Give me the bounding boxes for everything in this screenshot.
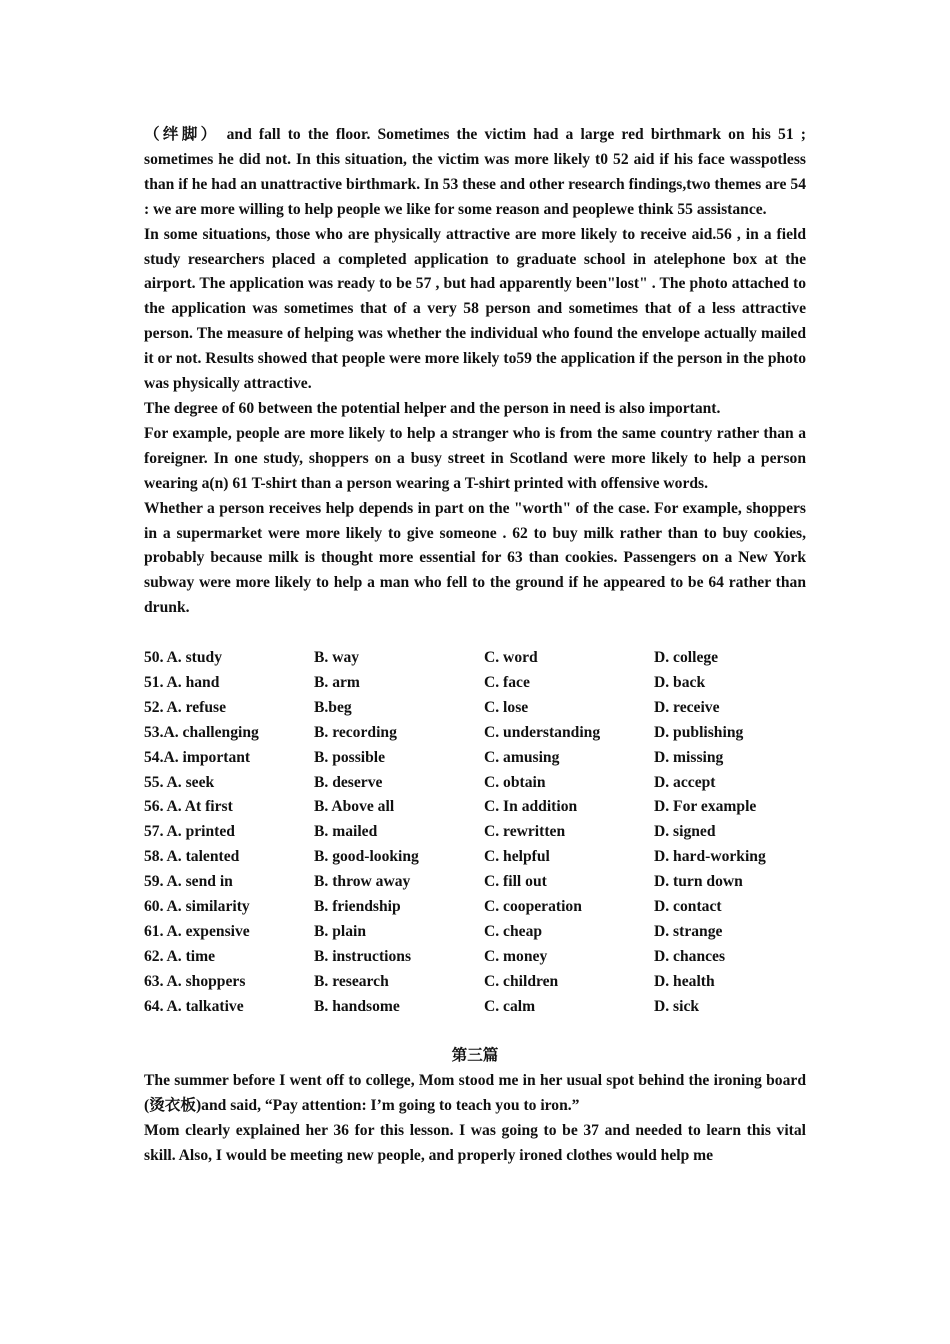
option-choice: B. instructions (314, 947, 412, 965)
option-choice: D. receive (654, 698, 720, 716)
option-choice: C. face (484, 674, 530, 692)
passage-paragraph-3: The degree of 60 between the potential helper and the person in need is also important. (144, 399, 721, 417)
option-choice: B. way (314, 649, 360, 667)
option-choice: D. missing (654, 748, 724, 766)
option-row (144, 746, 806, 771)
option-choice: 55. A. seek (144, 773, 215, 791)
option-row (144, 895, 806, 920)
passage-paragraph-1: （绊脚） and fall to the floor. Sometimes the victim had a large red birthmark on his 51 ; sometimes he did not. In this situation, the victim was more likely t0 52 aid if his face wasspotless than if he had an unattractive birthmark. In 53 these and other research findings,two themes are 54 : we are more willing to help people we like for some reason and peoplewe think 55 assistance. (144, 126, 806, 218)
option-choice: B. plain (314, 922, 367, 940)
option-row (144, 845, 806, 870)
option-choice: C. helpful (484, 848, 550, 866)
option-choice: C. understanding (484, 723, 601, 741)
section3-paragraph-1: The summer before I went off to college, Mom stood me in her usual spot behind the ironing board (烫衣板)and said, “Pay attention: I’m going to teach you to iron.” (144, 1072, 806, 1115)
option-row (144, 671, 806, 696)
option-choice: D. accept (654, 773, 716, 791)
option-choice: C. money (484, 947, 548, 965)
option-choice: 57. A. printed (144, 823, 235, 841)
option-choice: D. For example (654, 798, 757, 816)
document-page (144, 123, 806, 1169)
option-choice: B. Above all (314, 798, 395, 816)
option-choice: C. amusing (484, 748, 560, 766)
option-choice: 59. A. send in (144, 873, 233, 891)
option-choice: C. In addition (484, 798, 578, 816)
option-choice: D. signed (654, 823, 716, 841)
option-choice: 51. A. hand (144, 674, 220, 692)
option-row (144, 820, 806, 845)
option-choice: B. possible (314, 748, 386, 766)
option-choice: D. chances (654, 947, 726, 965)
option-choice: B. mailed (314, 823, 378, 841)
option-choice: B. handsome (314, 997, 400, 1015)
option-choice: 61. A. expensive (144, 922, 250, 940)
option-choice: 56. A. At first (144, 798, 233, 816)
passage-paragraph-2: In some situations, those who are physically attractive are more likely to receive aid.56 , in a field study researchers placed a completed application to graduate school in atelephone box at the airport. The application was ready to be 57 , but had apparently been"lost" . The photo attached to the application was sometimes that of a very 58 person and sometimes that of a less attractive person. The measure of helping was whether the individual who found the envelope actually mailed it or not. Results showed that people were more likely to59 the application if the person in the photo was physically attractive. (144, 225, 806, 393)
option-row (144, 995, 806, 1020)
option-row (144, 795, 806, 820)
option-choice: D. college (654, 649, 719, 667)
answer-options-list (144, 646, 806, 1019)
option-choice: 52. A. refuse (144, 698, 227, 716)
option-row (144, 920, 806, 945)
option-choice: C. lose (484, 698, 529, 716)
option-choice: 64. A. talkative (144, 997, 244, 1015)
option-choice: 58. A. talented (144, 848, 240, 866)
option-row (144, 771, 806, 796)
option-row (144, 646, 806, 671)
option-choice: D. turn down (654, 873, 743, 891)
option-choice: C. rewritten (484, 823, 566, 841)
option-choice: B. good-looking (314, 848, 419, 866)
option-choice: B.beg (314, 698, 352, 716)
option-choice: C. cheap (484, 922, 543, 940)
option-choice: C. word (484, 649, 538, 667)
option-choice: B. research (314, 972, 389, 990)
option-choice: D. strange (654, 922, 723, 940)
option-choice: D. health (654, 972, 715, 990)
option-row (144, 870, 806, 895)
option-choice: B. friendship (314, 898, 401, 916)
passage-paragraph-5: Whether a person receives help depends in part on the "worth" of the case. For example, shoppers in a supermarket were more likely to give someone . 62 to buy milk rather than to buy cookies, probably because milk is thought more essential for 63 than cookies. Passengers on a New York subway were more likely to help a man who fell to the ground if he appeared to be 64 rather than drunk. (144, 499, 806, 617)
option-choice: 53.A. challenging (144, 723, 259, 741)
option-choice: 63. A. shoppers (144, 972, 246, 990)
option-choice: C. calm (484, 997, 536, 1015)
option-choice: C. cooperation (484, 898, 582, 916)
option-choice: B. arm (314, 674, 360, 692)
section-title: 第三篇 (451, 1047, 499, 1065)
option-choice: C. obtain (484, 773, 546, 791)
section3-paragraph-2: Mom clearly explained her 36 for this lesson. I was going to be 37 and needed to learn this vital skill. Also, I would be meeting new people, and properly ironed clothes would help me (144, 1122, 806, 1165)
option-choice: D. sick (654, 997, 700, 1015)
option-choice: C. fill out (484, 873, 547, 891)
option-choice: C. children (484, 972, 559, 990)
passage-paragraph-4: For example, people are more likely to help a stranger who is from the same country rather than a foreigner. In one study, shoppers on a busy street in Scotland were more likely to help a person wearing a(n) 61 T-shirt than a person wearing a T-shirt printed with offensive words. (144, 424, 806, 492)
option-choice: 50. A. study (144, 649, 222, 667)
option-choice: B. recording (314, 723, 397, 741)
option-choice: D. back (654, 674, 706, 692)
option-choice: B. deserve (314, 773, 383, 791)
option-choice: B. throw away (314, 873, 411, 891)
option-row (144, 721, 806, 746)
option-choice: D. hard-working (654, 848, 766, 866)
option-row (144, 696, 806, 721)
option-row (144, 970, 806, 995)
option-row (144, 945, 806, 970)
option-choice: D. publishing (654, 723, 744, 741)
option-choice: 62. A. time (144, 947, 216, 965)
option-choice: D. contact (654, 898, 722, 916)
option-choice: 60. A. similarity (144, 898, 250, 916)
option-choice: 54.A. important (144, 748, 251, 766)
